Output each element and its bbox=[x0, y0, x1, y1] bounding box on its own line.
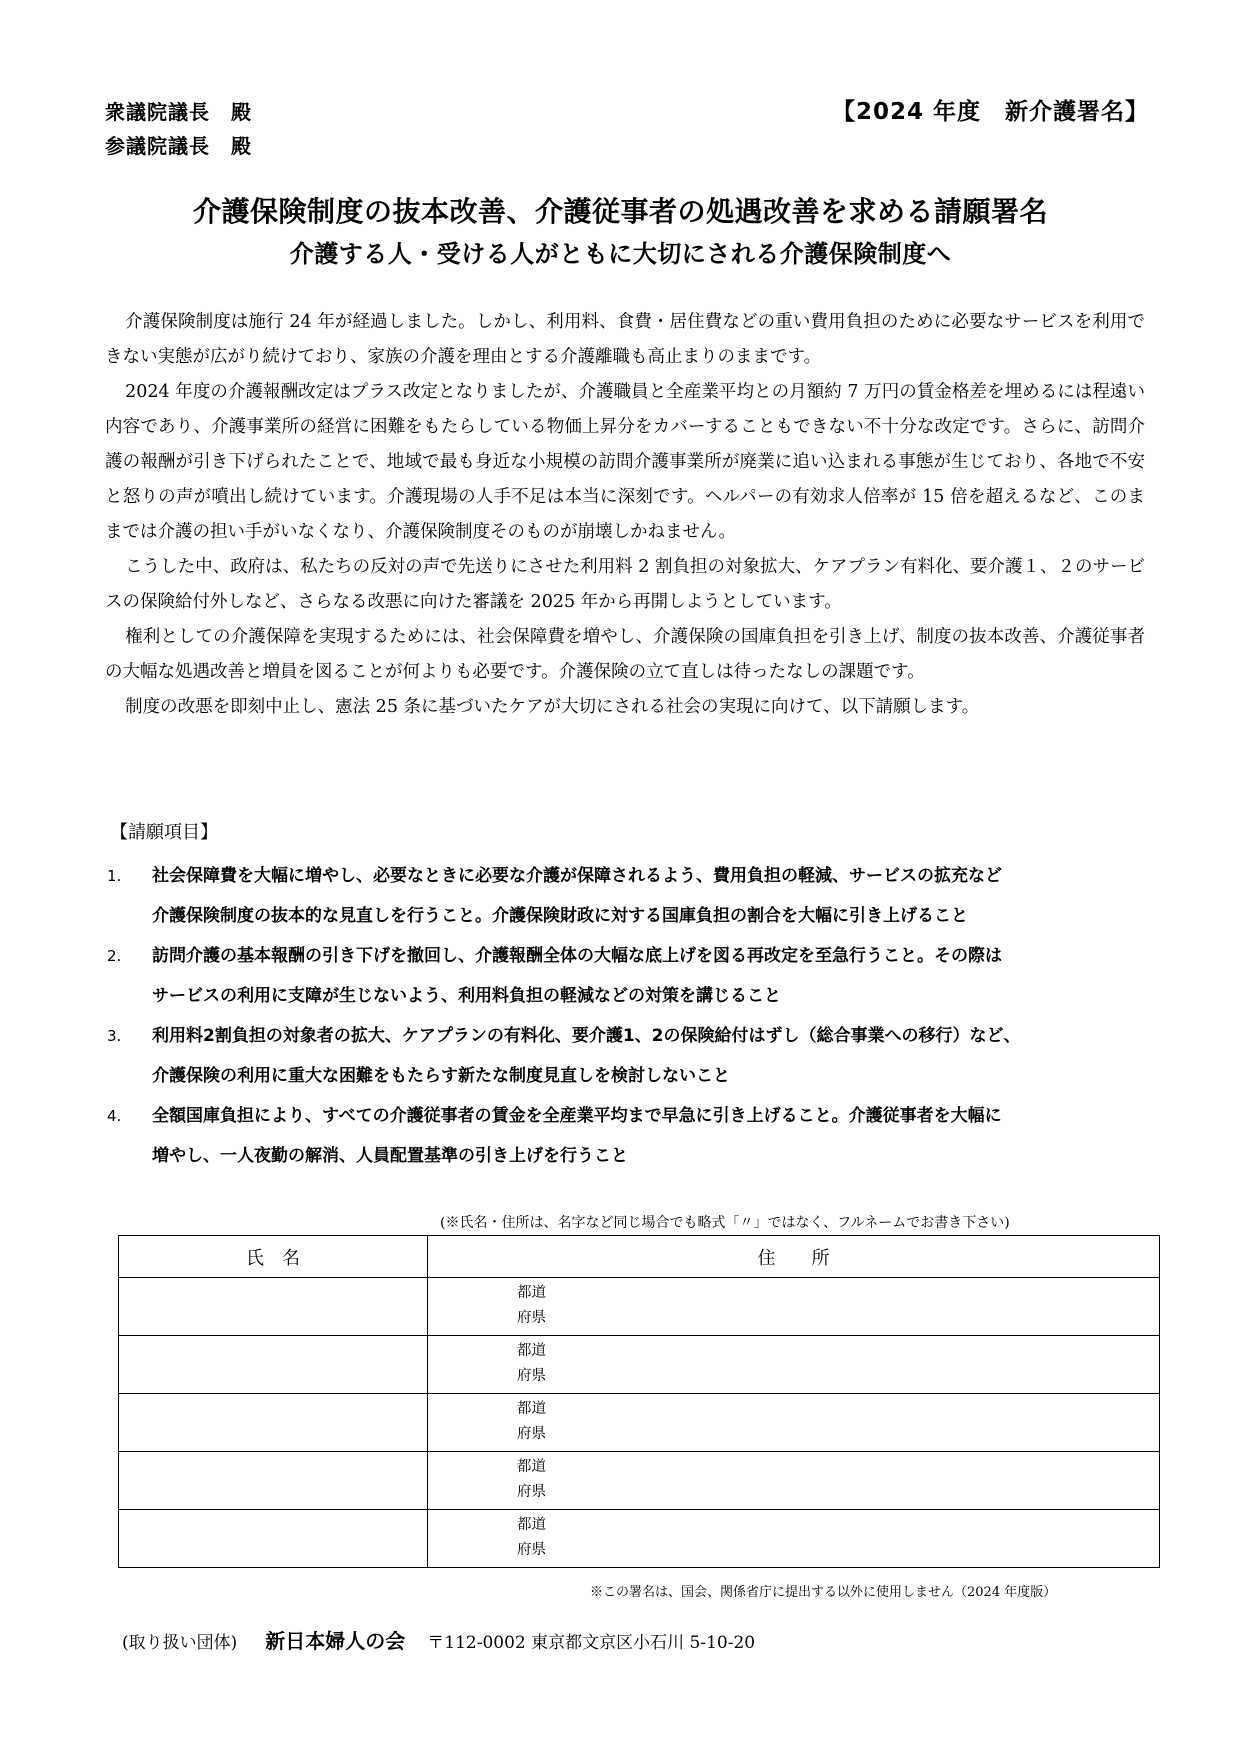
name-cell[interactable] bbox=[119, 1278, 428, 1336]
item-text-line: 全額国庫負担により、すべての介護従事者の賃金を全産業平均まで早急に引き上げること。介護従事者を大幅に bbox=[152, 1106, 1002, 1126]
signature-row bbox=[119, 1394, 1160, 1452]
body-paragraph: 権利としての介護保障を実現するためには、社会保障費を増やし、介護保険の国庫負担を引き上げ、制度の抜本改善、介護従事者の大幅な処遇改善と増員を図ることが何よりも必要です。介護保険の立て直しは待ったなしの課題です。 bbox=[105, 627, 1145, 682]
addressee-house-of-councillors: 参議院議長 殿 bbox=[105, 134, 252, 158]
page-subtitle: 介護する人・受ける人がともに大切にされる介護保険制度へ bbox=[289, 240, 952, 268]
prefecture-label: 都道 府県 bbox=[517, 1459, 546, 1500]
name-column-header: 氏 名 bbox=[119, 1236, 428, 1278]
organization-address: 〒112-0002 東京都文京区小石川 5-10-20 bbox=[427, 1633, 756, 1653]
addressee-house-of-representatives: 衆議院議長 殿 bbox=[105, 100, 252, 124]
signature-table-header bbox=[119, 1236, 1160, 1278]
privacy-note: ※この署名は、国会、関係省庁に提出する以外に使用しません（2024 年度版） bbox=[590, 1585, 1057, 1600]
item-text-line: 介護保険の利用に重大な困難をもたらす新たな制度見直しを検討しないこと bbox=[152, 1066, 730, 1086]
item-text-line: 介護保険制度の抜本的な見直しを行うこと。介護保険財政に対する国庫負担の割合を大幅に引き上げること bbox=[152, 906, 968, 926]
body-paragraph: 制度の改悪を即刻中止し、憲法 25 条に基づいたケアが大切にされる社会の実現に向けて、以下請願します。 bbox=[125, 697, 980, 717]
item-number: 3. bbox=[107, 1027, 122, 1045]
name-cell[interactable] bbox=[119, 1452, 428, 1510]
body-paragraph: こうした中、政府は、私たちの反対の声で先送りにさせた利用料 2 割負担の対象拡大、ケアプラン有料化、要介護１、２のサービスの保険給付外しなど、さらなる改悪に向けた審議を 2025 年から再開しようとしています。 bbox=[105, 557, 1145, 612]
signature-row bbox=[119, 1452, 1160, 1510]
prefecture-label: 都道 府県 bbox=[517, 1343, 546, 1384]
name-cell[interactable] bbox=[119, 1510, 428, 1568]
petition-items-heading: 【請願項目】 bbox=[110, 822, 218, 843]
address-cell[interactable] bbox=[428, 1452, 1160, 1510]
prefecture-label: 都道 府県 bbox=[517, 1285, 546, 1326]
table-instruction-note: (※氏名・住所は、名字など同じ場合でも略式「〃」ではなく、フルネームでお書き下さい) bbox=[440, 1215, 1010, 1231]
organization-info bbox=[122, 1625, 755, 1654]
petition-items-list bbox=[105, 856, 1155, 1176]
address-cell[interactable] bbox=[428, 1394, 1160, 1452]
signature-row bbox=[119, 1336, 1160, 1394]
petition-item bbox=[105, 856, 1155, 936]
address-cell[interactable] bbox=[428, 1336, 1160, 1394]
signature-row bbox=[119, 1510, 1160, 1568]
item-text-line: 訪問介護の基本報酬の引き下げを撤回し、介護報酬全体の大幅な底上げを図る再改定を至急行うこと。その際は bbox=[152, 946, 1002, 966]
prefecture-label: 都道 府県 bbox=[517, 1401, 546, 1442]
item-text-line: 社会保障費を大幅に増やし、必要なときに必要な介護が保障されるよう、費用負担の軽減、サービスの拡充など bbox=[152, 866, 1002, 886]
petition-item bbox=[105, 936, 1155, 1016]
item-text-line: 増やし、一人夜勤の解消、人員配置基準の引き上げを行うこと bbox=[152, 1146, 628, 1166]
signature-table bbox=[118, 1235, 1160, 1568]
address-column-header: 住 所 bbox=[428, 1236, 1160, 1278]
organization-label: (取り扱い団体) bbox=[122, 1633, 238, 1653]
page-title: 介護保険制度の抜本改善、介護従事者の処遇改善を求める請願署名 bbox=[192, 195, 1048, 228]
organization-name: 新日本婦人の会 bbox=[265, 1629, 406, 1653]
name-cell[interactable] bbox=[119, 1336, 428, 1394]
name-cell[interactable] bbox=[119, 1394, 428, 1452]
signature-row bbox=[119, 1278, 1160, 1336]
address-cell[interactable] bbox=[428, 1278, 1160, 1336]
prefecture-label: 都道 府県 bbox=[517, 1517, 546, 1558]
petition-body bbox=[105, 305, 1145, 725]
item-number: 1. bbox=[107, 867, 122, 885]
item-number: 4. bbox=[107, 1107, 122, 1125]
item-text-line: 利用料2割負担の対象者の拡大、ケアプランの有料化、要介護1、2の保険給付はずし（総合事業への移行）など、 bbox=[152, 1026, 1021, 1046]
body-paragraph: 2024 年度の介護報酬改定はプラス改定となりましたが、介護職員と全産業平均との月額約 7 万円の賃金格差を埋めるには程遠い内容であり、介護事業所の経営に困難をもたらしている物価上昇分をカバーすることもできない不十分な改定です。さらに、訪問介護の報酬が引き下げられたことで、地域で最も身近な小規模の訪問介護事業所が廃業に追い込まれる事態が生じており、各地で不安と怒りの声が噴出し続けています。介護現場の人手不足は本当に深刻です。ヘルパーの有効求人倍率が 15 倍を超えるなど、このままでは介護の担い手がいなくなり、介護保険制度そのものが崩壊しかねません。 bbox=[105, 382, 1145, 542]
item-text-line: サービスの利用に支障が生じないよう、利用料負担の軽減などの対策を講じること bbox=[152, 986, 781, 1006]
body-paragraph: 介護保険制度は施行 24 年が経過しました。しかし、利用料、食費・居住費などの重い費用負担のために必要なサービスを利用できない実態が広がり続けており、家族の介護を理由とする介護離職も高止まりのままです。 bbox=[105, 312, 1145, 367]
petition-item bbox=[105, 1016, 1155, 1096]
campaign-tag: 【2024 年度 新介護署名】 bbox=[831, 99, 1149, 125]
address-cell[interactable] bbox=[428, 1510, 1160, 1568]
item-number: 2. bbox=[107, 947, 122, 965]
petition-item bbox=[105, 1096, 1155, 1176]
